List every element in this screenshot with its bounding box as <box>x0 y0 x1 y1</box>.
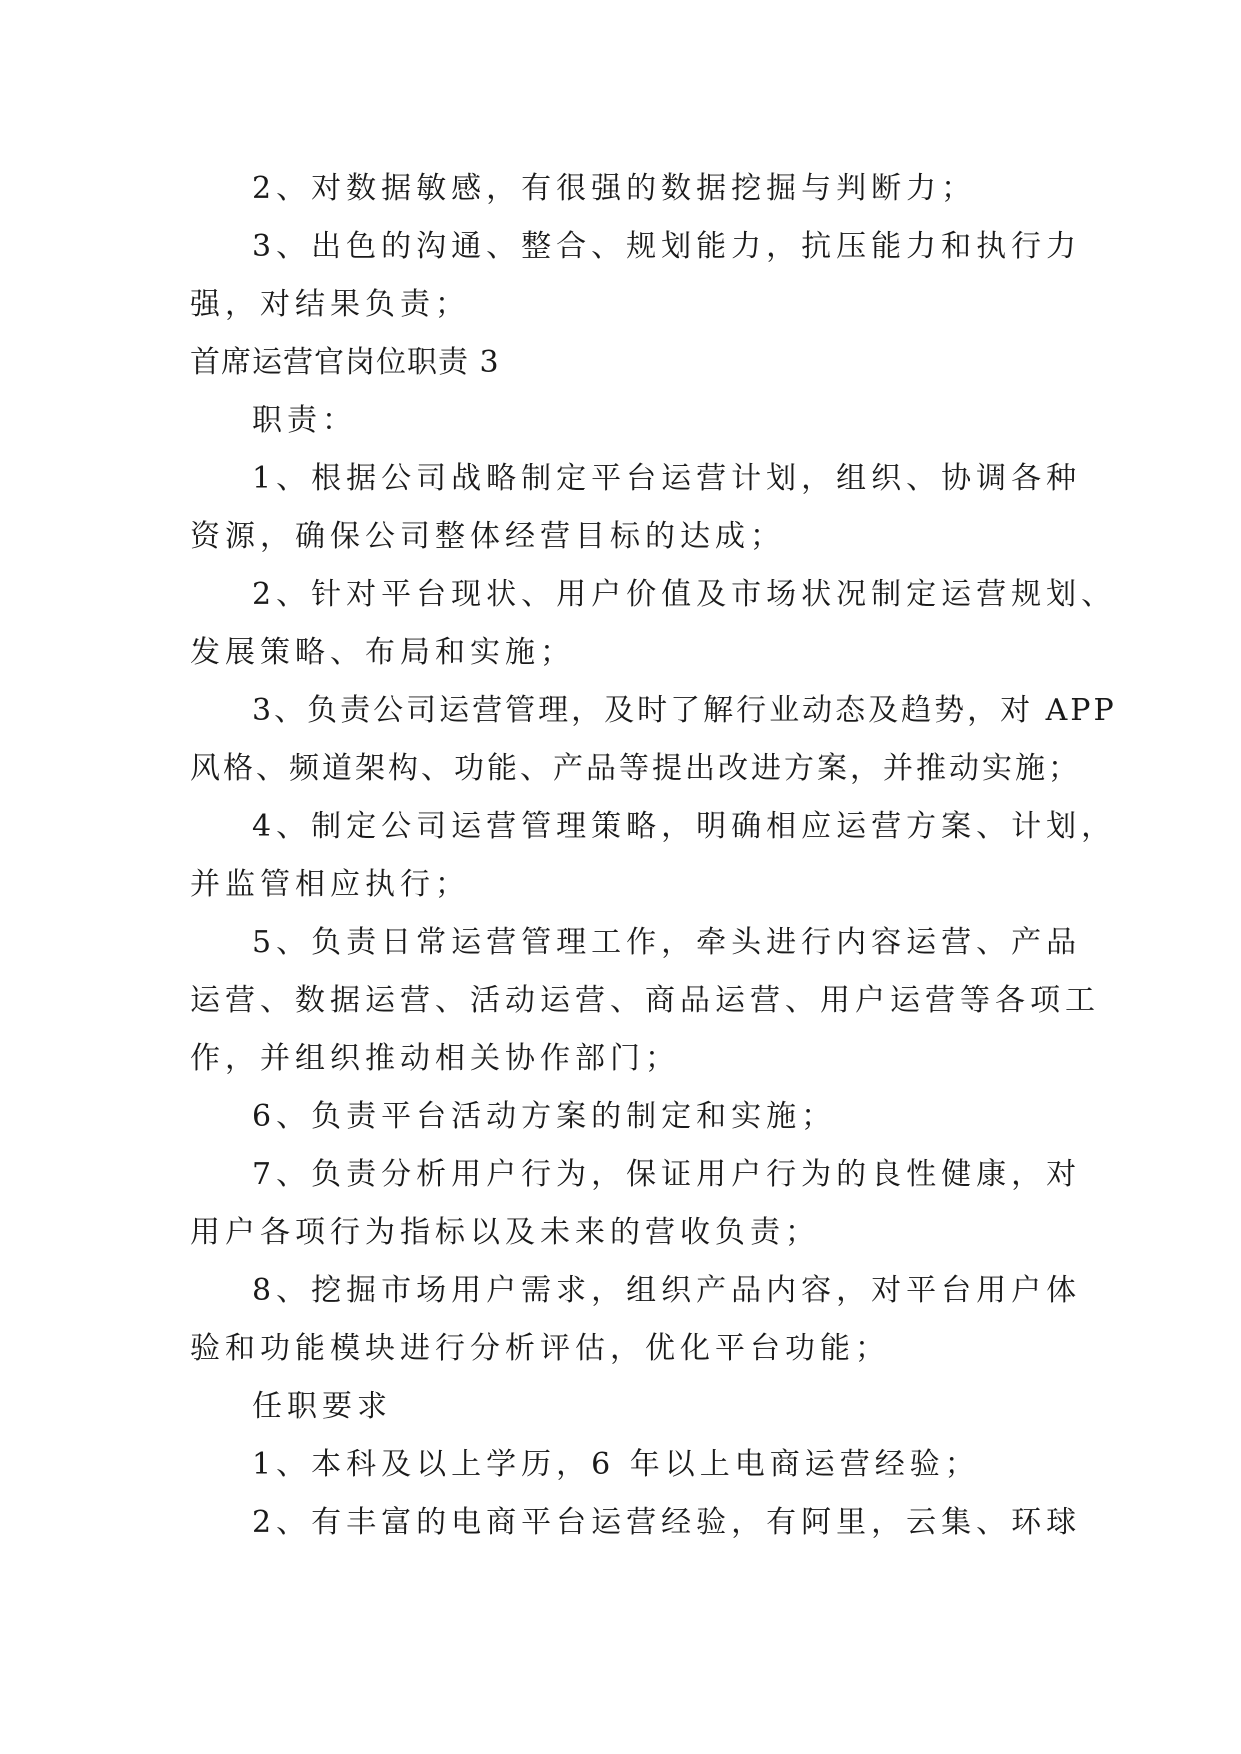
text-line: 资源，确保公司整体经营目标的达成； <box>190 519 785 554</box>
section-heading: 首席运营官岗位职责 3 <box>190 345 500 380</box>
text-line: 风格、频道架构、功能、产品等提出改进方案，并推动实施； <box>190 751 1081 786</box>
subheading-duties: 职责： <box>252 403 357 438</box>
text-line: 3、负责公司运营管理，及时了解行业动态及趋势，对 APP <box>252 693 1117 728</box>
text-line: 1、根据公司战略制定平台运营计划，组织、协调各种 <box>252 461 1082 496</box>
text-line: 6、负责平台活动方案的制定和实施； <box>252 1099 837 1134</box>
subheading-requirements: 任职要求 <box>252 1389 392 1424</box>
text-line: 2、针对平台现状、用户价值及市场状况制定运营规划、 <box>252 577 1117 612</box>
text-line: 发展策略、布局和实施； <box>190 635 575 670</box>
text-line: 验和功能模块进行分析评估，优化平台功能； <box>190 1331 890 1366</box>
text-line: 1、本科及以上学历，6 年以上电商运营经验； <box>252 1447 980 1482</box>
text-line: 5、负责日常运营管理工作，牵头进行内容运营、产品 <box>252 925 1082 960</box>
text-line: 作，并组织推动相关协作部门； <box>190 1041 680 1076</box>
text-line: 4、制定公司运营管理策略，明确相应运营方案、计划， <box>252 809 1117 844</box>
document-body <box>190 160 1117 1552</box>
text-line: 3、出色的沟通、整合、规划能力，抗压能力和执行力 <box>252 229 1082 264</box>
text-line: 强，对结果负责； <box>190 287 470 322</box>
text-line: 7、负责分析用户行为，保证用户行为的良性健康，对 <box>252 1157 1082 1192</box>
text-line: 2、有丰富的电商平台运营经验，有阿里，云集、环球 <box>252 1505 1082 1540</box>
text-line: 用户各项行为指标以及未来的营收负责； <box>190 1215 820 1250</box>
text-line: 并监管相应执行； <box>190 867 470 902</box>
text-line: 8、挖掘市场用户需求，组织产品内容，对平台用户体 <box>252 1273 1082 1308</box>
text-line: 2、对数据敏感，有很强的数据挖掘与判断力； <box>252 171 977 206</box>
text-line: 运营、数据运营、活动运营、商品运营、用户运营等各项工 <box>190 983 1100 1018</box>
